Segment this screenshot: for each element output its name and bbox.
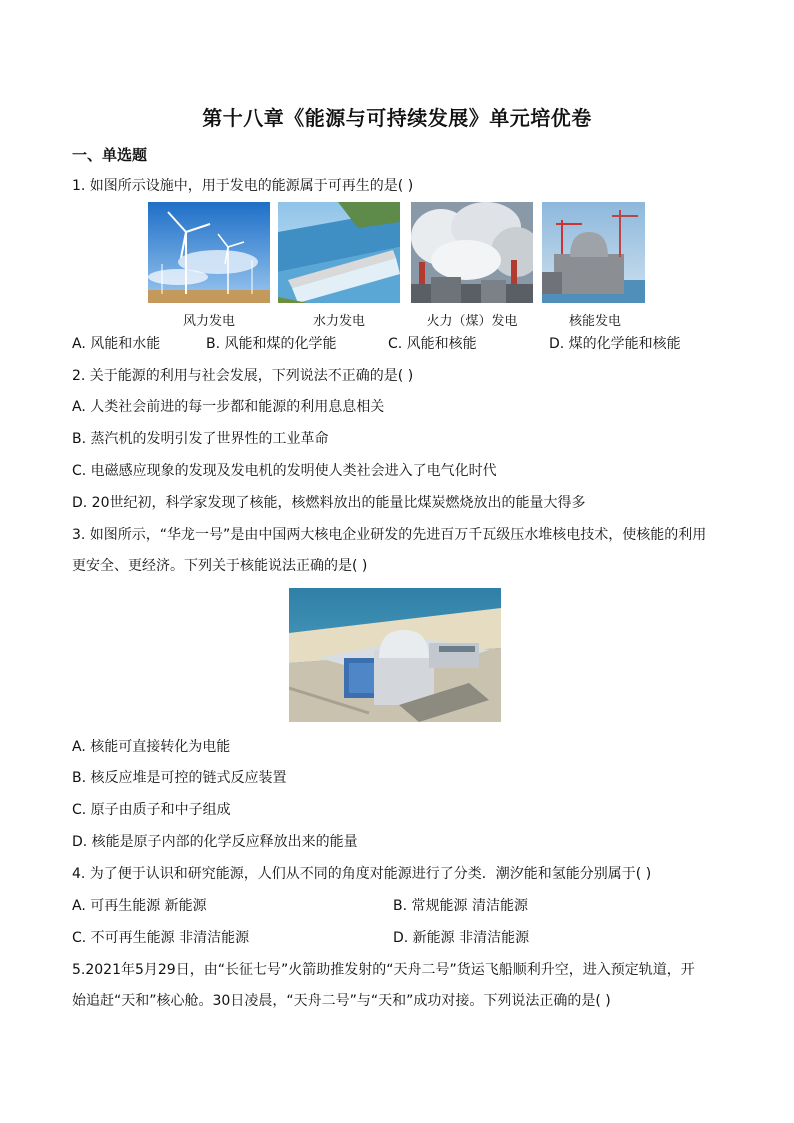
- q1-option-b: B. 风能和煤的化学能: [206, 336, 337, 352]
- page-title: 第十八章《能源与可持续发展》单元培优卷: [202, 106, 592, 130]
- q1-option-a: A. 风能和水能: [72, 336, 161, 352]
- q2-option-c: C. 电磁感应现象的发现及发电机的发明使人类社会进入了电气化时代: [72, 463, 497, 479]
- wind-power-image: [148, 202, 270, 303]
- q4-option-a: A. 可再生能源 新能源: [72, 898, 207, 914]
- q4-option-d: D. 新能源 非清洁能源: [393, 930, 530, 946]
- coal-power-image: [411, 202, 533, 303]
- question-1-stem: 1. 如图所示设施中，用于发电的能源属于可再生的是( ): [72, 178, 414, 194]
- q3-option-a: A. 核能可直接转化为电能: [72, 739, 231, 755]
- q4-option-b: B. 常规能源 清洁能源: [393, 898, 528, 914]
- q2-option-d: D. 20世纪初，科学家发现了核能，核燃料放出的能量比煤炭燃烧放出的能量大得多: [72, 495, 586, 511]
- caption-nuclear: 核能发电: [568, 314, 621, 329]
- hydro-power-image: [278, 202, 400, 303]
- q1-option-c: C. 风能和核能: [388, 336, 477, 352]
- q2-option-a: A. 人类社会前进的每一步都和能源的利用息息相关: [72, 399, 385, 415]
- hualong-one-plant-image: [289, 588, 501, 722]
- caption-wind: 风力发电: [182, 314, 235, 329]
- caption-hydro: 水力发电: [312, 314, 365, 329]
- q3-option-c: C. 原子由质子和中子组成: [72, 802, 231, 818]
- question-3-stem-line1: 3. 如图所示，“华龙一号”是由中国两大核电企业研发的先进百万千瓦级压水堆核电技术，使核能的利用: [72, 527, 707, 543]
- q3-option-b: B. 核反应堆是可控的链式反应装置: [72, 770, 287, 786]
- caption-coal: 火力（煤）发电: [426, 314, 518, 329]
- question-2-stem: 2. 关于能源的利用与社会发展，下列说法不正确的是( ): [72, 368, 414, 384]
- question-3-stem-line2: 更安全、更经济。下列关于核能说法正确的是( ): [72, 558, 368, 574]
- section-heading: 一、单选题: [72, 146, 148, 164]
- nuclear-power-image: [542, 202, 645, 303]
- question-5-stem-line2: 始追赶“天和”核心舱。30日凌晨，“天舟二号”与“天和”成功对接。下列说法正确的是( ): [72, 993, 611, 1009]
- question-4-stem: 4. 为了便于认识和研究能源，人们从不同的角度对能源进行了分类．潮汐能和氢能分别属于( ): [72, 866, 652, 882]
- q1-option-d: D. 煤的化学能和核能: [549, 336, 681, 352]
- question-5-stem-line1: 5.2021年5月29日，由“长征七号”火箭助推发射的“天舟二号”货运飞船顺利升空，进入预定轨道，开: [72, 962, 695, 978]
- q4-option-c: C. 不可再生能源 非清洁能源: [72, 930, 250, 946]
- q2-option-b: B. 蒸汽机的发明引发了世界性的工业革命: [72, 431, 329, 447]
- q3-option-d: D. 核能是原子内部的化学反应释放出来的能量: [72, 834, 358, 850]
